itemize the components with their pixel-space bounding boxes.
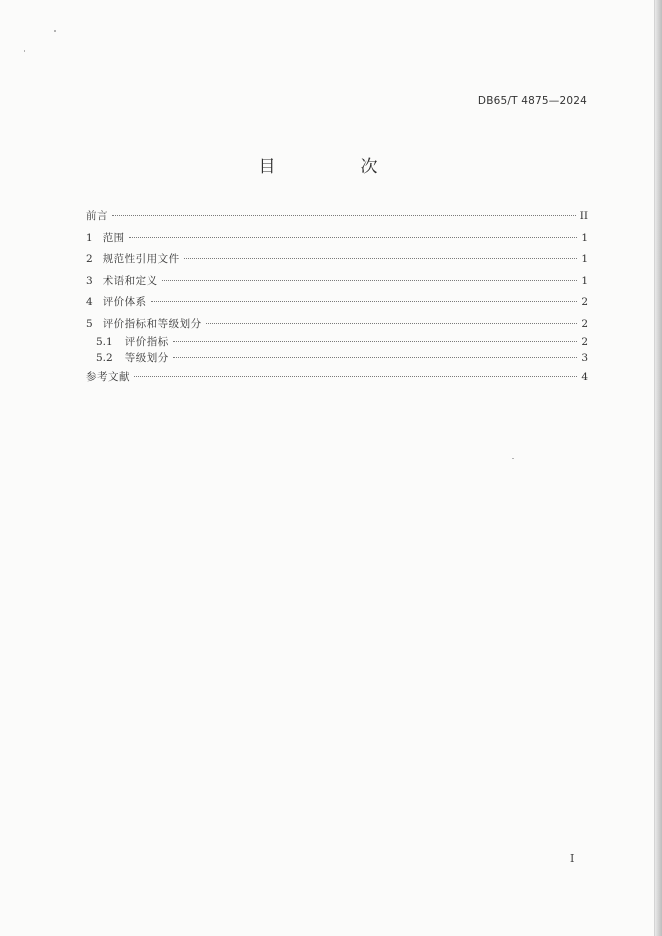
toc-entry-label: 前言 [86,210,108,222]
toc-entry-page: II [579,210,588,222]
toc-entry-label: 范围 [102,231,125,244]
toc-entry[interactable] [86,294,588,316]
toc-entry-page: 1 [581,231,588,244]
toc-entry-number: 5 [86,317,93,330]
toc-entry[interactable] [86,230,588,252]
toc-leader-dots [129,237,578,238]
toc-entry-label: 术语和定义 [102,274,158,287]
toc-leader-dots [151,301,578,302]
toc-entry-page: 1 [581,274,588,287]
table-of-contents [86,208,588,390]
toc-entry-page: 2 [581,317,588,330]
toc-leader-dots [173,341,578,342]
toc-entry-label: 评价指标和等级划分 [102,317,202,330]
scan-edge-shadow [655,0,662,936]
toc-entry[interactable] [86,316,588,334]
toc-entry[interactable] [86,369,588,391]
toc-entry-label: 规范性引用文件 [102,253,180,265]
document-code: DB65/T 4875—2024 [477,95,587,107]
scan-speck [512,458,514,459]
toc-leader-dots [134,376,577,377]
toc-entry-page: 2 [581,296,588,308]
toc-entry-label: 评价指标 [124,335,169,348]
toc-leader-dots [112,215,576,216]
toc-entry-number: 3 [86,274,93,287]
toc-subentry[interactable] [86,334,588,350]
toc-entry-page: 2 [581,335,588,348]
page-number: I [570,852,575,865]
toc-entry-label: 等级划分 [124,351,169,364]
toc-leader-dots [206,323,578,324]
toc-title: 目 次 [258,157,412,177]
toc-entry-number: 1 [86,231,93,244]
toc-entry-number: 5.2 [96,351,113,364]
toc-leader-dots [173,357,578,358]
toc-entry-number: 5.1 [96,335,113,348]
toc-entry-number: 4 [86,296,93,308]
scan-speck [54,30,56,32]
toc-entry[interactable] [86,208,588,230]
scan-speck [24,50,25,52]
toc-entry[interactable] [86,251,588,273]
toc-entry-page: 1 [581,253,588,265]
toc-entry-page: 3 [581,351,588,364]
toc-entry-page: 4 [581,370,588,383]
toc-entry-label: 评价体系 [102,296,147,308]
toc-leader-dots [162,280,578,281]
toc-entry-number: 2 [86,253,93,265]
toc-entry-label: 参考文献 [86,370,130,383]
toc-leader-dots [184,258,578,259]
toc-subentry[interactable] [86,350,588,369]
toc-entry[interactable] [86,273,588,295]
